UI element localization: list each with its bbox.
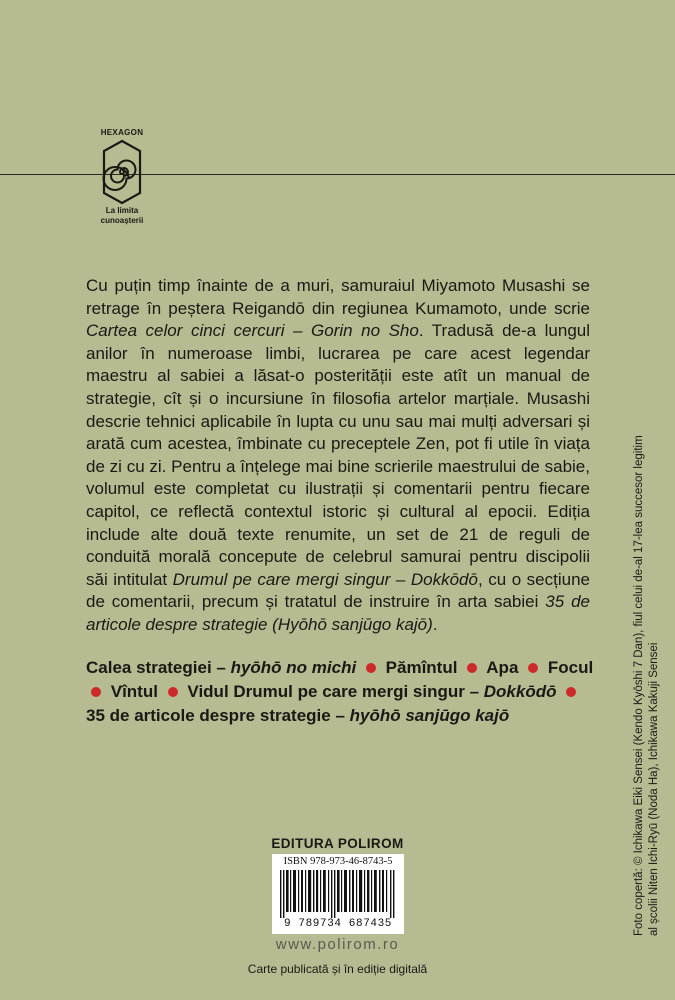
- credit-line-1: Foto copertă: © Ichikawa Eiki Sensei (Kendo Kyōshi 7 Dan), fiul celui de-al 17-lea succesor legitim: [633, 435, 645, 936]
- red-bullet-icon: [91, 687, 101, 697]
- back-cover-description: [86, 275, 590, 637]
- contents-item-35-articole: 35 de articole despre strategie –: [86, 706, 350, 725]
- contents-item-35-articole-italic: hyōhō sanjūgo kajō: [349, 706, 510, 725]
- logo-bottom-line-1: La limita: [105, 206, 139, 215]
- contents-line-3: [86, 704, 596, 728]
- hexagon-spiral-icon: [102, 139, 142, 205]
- digital-edition-note: Carte publicată și în ediție digitală: [247, 962, 428, 976]
- table-of-contents-list: [86, 656, 596, 728]
- contents-item-calea-italic: hyōhō no michi: [230, 658, 357, 677]
- contents-item-drumul: Drumul pe care mergi singur –: [233, 682, 484, 701]
- logo-top-label: HEXAGON: [100, 128, 144, 137]
- blurb-title-35-articles: 35 de articole despre strategie (Hyōhō sanjūgo kajō): [86, 592, 591, 634]
- contents-line-2: [86, 680, 596, 704]
- red-bullet-icon: [528, 663, 538, 673]
- ean-digits: 9 789734 687435: [283, 918, 393, 930]
- hexagon-series-logo: [77, 128, 167, 228]
- publisher-name: EDITURA POLIROM: [271, 836, 404, 851]
- contents-item-calea: Calea strategiei –: [86, 658, 231, 677]
- publisher-website: www.polirom.ro: [275, 936, 400, 953]
- isbn-number: ISBN 978-973-46-8743-5: [283, 856, 393, 867]
- contents-item-focul: Focul: [547, 658, 594, 677]
- contents-item-drumul-italic: Dokkōdō: [483, 682, 557, 701]
- blurb-title-dokkodo: Drumul pe care mergi singur – Dokkōdō: [172, 569, 478, 589]
- contents-item-apa: Apa: [486, 658, 519, 677]
- isbn-barcode: [272, 854, 404, 934]
- barcode-bars-icon: [278, 870, 398, 918]
- blurb-text-1: Cu puțin timp înainte de a muri, samuraiul Miyamoto Musashi se retrage în peștera Reigandō din regiunea Kumamoto, unde scrie: [86, 276, 590, 318]
- contents-item-pamintul: Pămîntul: [385, 658, 458, 677]
- contents-item-vidul: Vidul: [187, 682, 229, 701]
- blurb-text-4: .: [432, 614, 438, 634]
- credit-line-2: al școlii Niten Ichi-Ryū (Noda Ha), Ichikawa Kakuji Sensei: [647, 642, 660, 936]
- blurb-text-2: . Tradusă de-a lungul anilor în numeroase limbi, lucrarea pe care acest legendar maestru al sabiei a lăsat-o posterității este atît un manual de strategie, cît și o incursiune în filosofia artelor marțiale. Musashi descrie tehnici aplicabile în lupta cu unu sau mai mulți adversari și arată cum acestea, îmbinate cu preceptele Zen, pot fi utile în viața de zi cu zi. Pentru a înțelege mai bine scrierile maestrului de sabie, volumul este completat cu ilustrații și comentarii pentru fiecare capitol, ce reflectă contextul istoric și cultural al epocii. Ediția include alte două texte renumite, un set de 21 de reguli de conduită morală concepute de celebrul samurai pentru discipolii săi intitulat: [86, 321, 591, 589]
- red-bullet-icon: [566, 687, 576, 697]
- logo-bottom-label: [77, 206, 167, 226]
- logo-bottom-line-2: cunoașterii: [100, 216, 144, 225]
- red-bullet-icon: [366, 663, 376, 673]
- blurb-title-gorin: Cartea celor cinci cercuri – Gorin no Sho: [86, 321, 419, 341]
- cover-photo-credit: [632, 76, 661, 936]
- blurb-text-3: , cu o secțiune de comentarii, precum și tratatul de instruire în arta sabiei: [86, 569, 590, 612]
- red-bullet-icon: [168, 687, 178, 697]
- contents-line-1: [86, 656, 596, 680]
- contents-item-vintul: Vîntul: [110, 682, 158, 701]
- red-bullet-icon: [467, 663, 477, 673]
